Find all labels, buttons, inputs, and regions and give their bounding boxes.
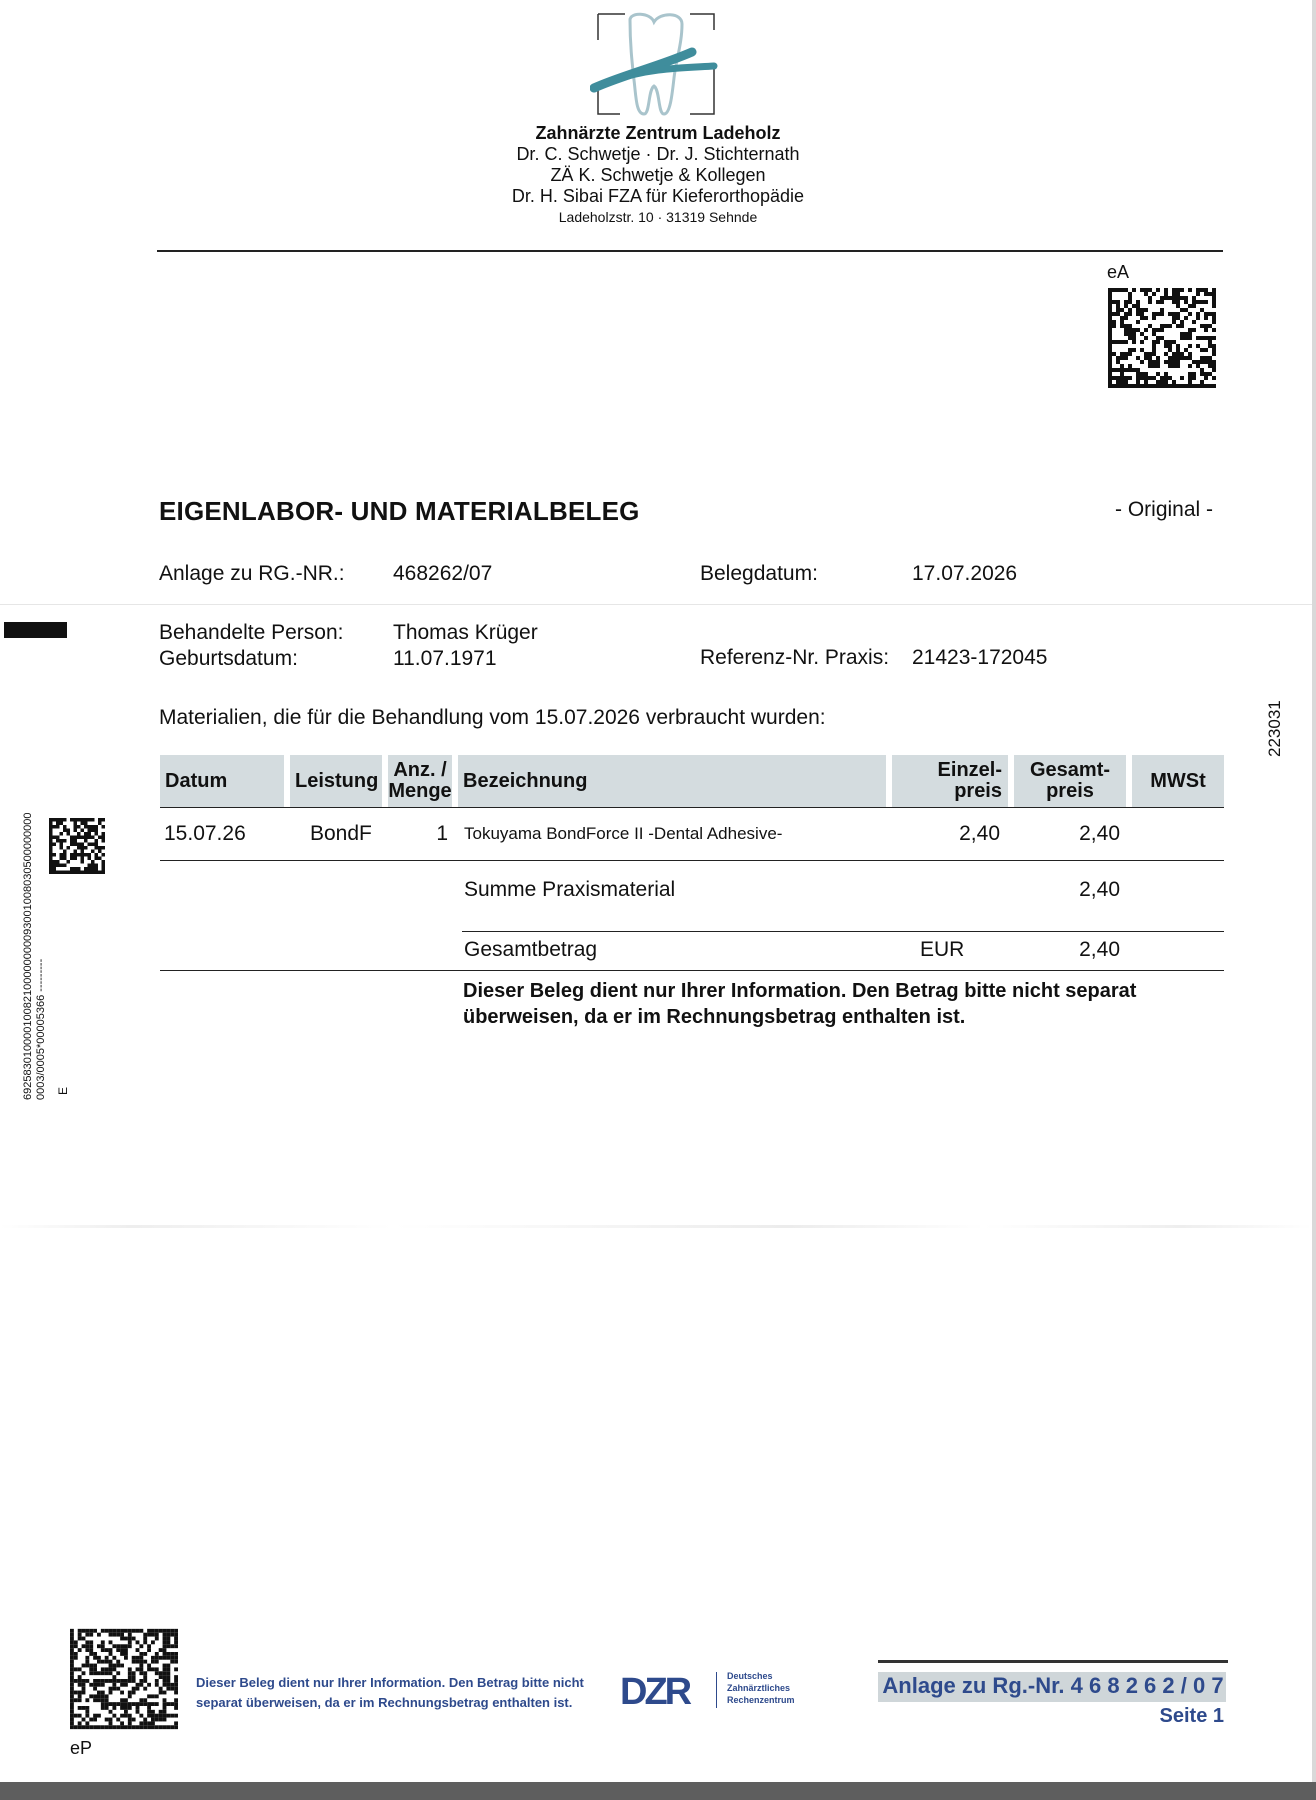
reference-value: 21423-172045	[912, 646, 1048, 669]
dzr-name: Deutsches Zahnärztliches Rechenzentrum	[727, 1671, 795, 1705]
scan-streak	[0, 1225, 1312, 1228]
practice-address: Ladeholzstr. 10 · 31319 Sehnde	[558, 209, 758, 225]
tooth-logo	[590, 10, 720, 120]
patient-label: Behandelte Person:	[159, 621, 344, 644]
footer-note: Dieser Beleg dient nur Ihrer Information. Den Betrag bitte nicht separat überweisen, da er im Rechnungsbetrag enthalten ist.	[196, 1675, 584, 1710]
side-barcode-text: 69258301000010082100000000093001008030500000000 0003/0005*00005366 ---------	[22, 812, 47, 1100]
page-mark	[4, 622, 67, 638]
header-mwst: MWSt	[1132, 755, 1224, 807]
patient-name: Thomas Krüger	[393, 621, 538, 644]
anlage-reference: Anlage zu Rg.-Nr. 4 6 8 2 6 2 / 0 7	[882, 1673, 1224, 1698]
information-note: Dieser Beleg dient nur Ihrer Information. Den Betrag bitte nicht separat überweisen, da er im Rechnungsbetrag enthalten ist.	[463, 980, 1137, 1028]
scan-edge	[1312, 0, 1316, 1782]
header-menge: Anz. / Menge	[388, 755, 452, 807]
row-divider	[160, 860, 1224, 861]
fold-line	[0, 604, 1312, 605]
header-divider	[157, 250, 1223, 252]
copy-type: - Original -	[1115, 498, 1214, 521]
svg-text:DZR: DZR	[620, 1671, 690, 1710]
doctors-line: Dr. H. Sibai FZA für Kieferorthopädie	[511, 186, 805, 206]
row-menge: 1	[436, 822, 448, 845]
dzr-logo	[618, 1670, 706, 1710]
header-underline	[160, 807, 1224, 808]
side-number: 223031	[1265, 700, 1284, 757]
ea-datamatrix-code	[1108, 288, 1216, 388]
dzr-divider	[716, 1672, 717, 1708]
row-datum: 15.07.26	[164, 822, 246, 845]
footer-divider	[878, 1660, 1228, 1663]
page-number: Seite 1	[1159, 1705, 1224, 1727]
date-value: 17.07.2026	[912, 562, 1018, 585]
header-gesamtpreis: Gesamt- preis	[1014, 755, 1126, 807]
practice-name: Zahnärzte Zentrum Ladeholz	[535, 123, 781, 143]
total-currency: EUR	[920, 938, 965, 961]
header-bezeichnung: Bezeichnung	[458, 755, 886, 807]
scan-bottom-band	[0, 1782, 1316, 1800]
row-bezeichnung: Tokuyama BondForce II -Dental Adhesive-	[464, 824, 783, 843]
sum-divider	[462, 931, 1224, 932]
ea-label: eA	[1107, 262, 1130, 282]
document-title: EIGENLABOR- UND MATERIALBELEG	[159, 496, 640, 526]
row-leistung: BondF	[310, 822, 372, 845]
total-value: 2,40	[1079, 938, 1120, 961]
invoice-label: Anlage zu RG.-NR.:	[159, 562, 345, 585]
side-datamatrix-code	[48, 818, 106, 874]
header-leistung: Leistung	[290, 755, 382, 807]
birth-label: Geburtsdatum:	[159, 647, 298, 670]
sum-label: Summe Praxismaterial	[464, 878, 676, 901]
birth-date: 11.07.1971	[393, 647, 497, 670]
row-einzelpreis: 2,40	[959, 822, 1000, 845]
ep-label: eP	[70, 1738, 93, 1758]
materials-intro: Materialien, die für die Behandlung vom 15.07.2026 verbraucht wurden:	[159, 706, 826, 729]
date-label: Belegdatum:	[700, 562, 818, 585]
side-letter: E	[56, 1086, 70, 1095]
doctors-line: ZÄ K. Schwetje & Kollegen	[550, 165, 766, 185]
practice-header	[400, 123, 916, 228]
row-gesamtpreis: 2,40	[1079, 822, 1120, 845]
header-datum: Datum	[160, 755, 284, 807]
total-label: Gesamtbetrag	[464, 938, 598, 961]
ep-datamatrix-code	[70, 1628, 178, 1730]
sum-value: 2,40	[1079, 878, 1120, 901]
invoice-number: 468262/07	[393, 562, 493, 585]
total-divider	[160, 970, 1224, 971]
doctors-line: Dr. C. Schwetje · Dr. J. Stichternath	[516, 144, 800, 164]
header-einzelpreis: Einzel- preis	[892, 755, 1008, 807]
reference-label: Referenz-Nr. Praxis:	[700, 646, 890, 669]
